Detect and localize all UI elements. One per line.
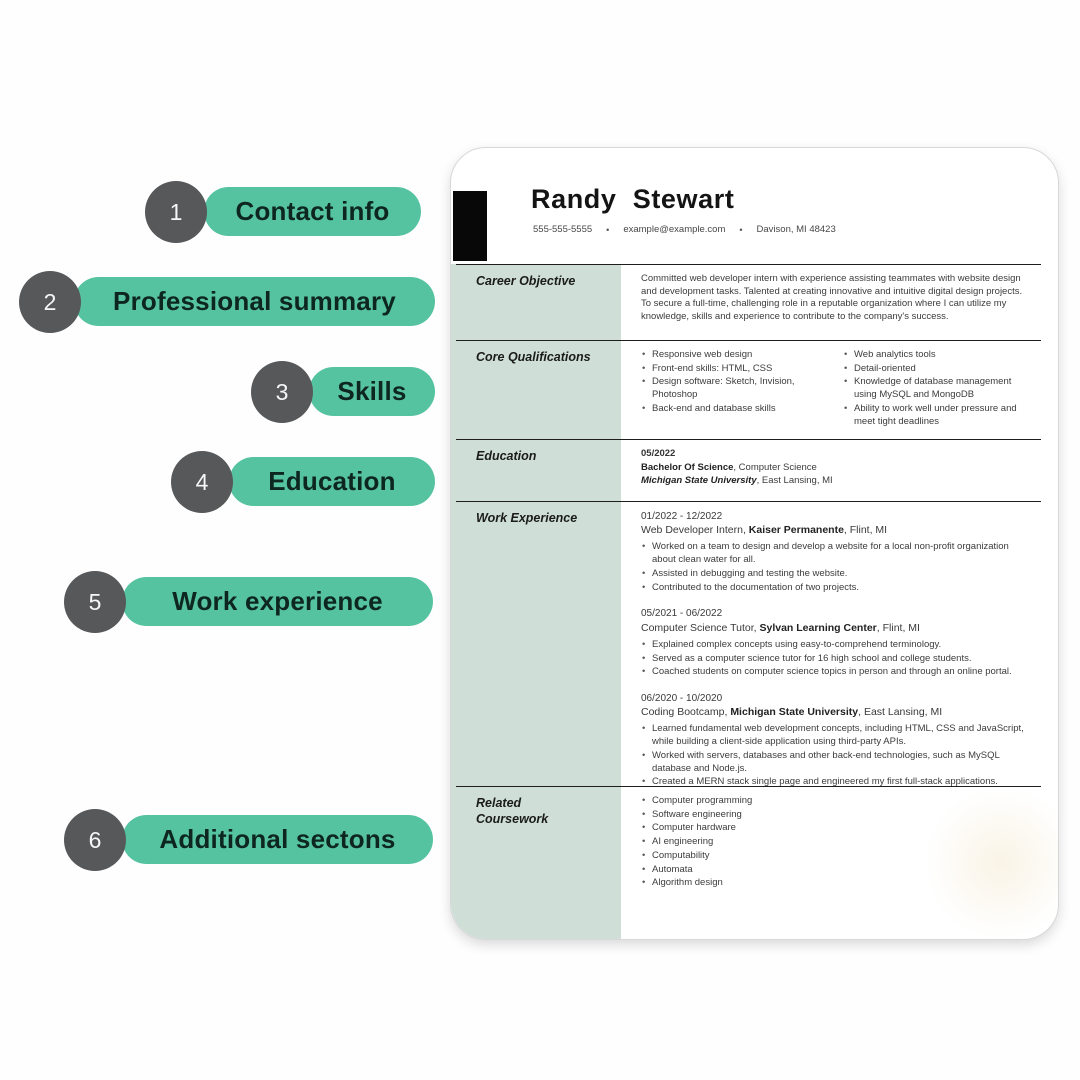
callout-number-badge — [251, 361, 313, 423]
bullet-item: • Ability to work well under pressure and meet tight deadlines — [843, 403, 1033, 428]
callout-number-badge — [171, 451, 233, 513]
job-title-line: Web Developer Intern, Kaiser Permanente, Flint, MI — [641, 524, 888, 537]
section-work-experience — [456, 501, 1041, 802]
education-entry — [641, 440, 1033, 488]
job-bullets — [641, 639, 1033, 679]
contact-location: Davison, MI 48423 — [756, 224, 836, 235]
callout-label: Professional summary — [113, 286, 396, 316]
bullet-item: • Computability — [641, 850, 1033, 863]
job-entry — [641, 692, 1033, 789]
callout-number: 6 — [88, 826, 102, 853]
callout-label: Education — [268, 466, 396, 496]
job-dates: 01/2022 - 12/2022 — [641, 511, 723, 522]
contact-email: example@example.com — [623, 224, 726, 235]
section-title: Work Experience — [476, 511, 578, 525]
bullet-item: • Design software: Sketch, Invision, Photoshop — [641, 376, 831, 401]
contact-phone: 555-555-5555 — [533, 224, 593, 235]
objective-text: Committed web developer intern with experience assisting teammates with website design and development tasks. Talented at creating innovative and intuitive digital design projects. To secure a full-time, challenging role in a reputable organization where I can utilize my knowledge, skills and experience to contribute to the company's success. — [641, 273, 1023, 323]
section-title: Education — [476, 449, 537, 463]
bullet-item: • Explained complex concepts using easy-to-comprehend terminology. — [641, 639, 1033, 652]
bullet-item: • Worked on a team to design and develop a website for a local non-profit organization about clean water for all. — [641, 541, 1033, 566]
resume-card — [450, 147, 1059, 940]
separator-dot: • — [739, 224, 743, 235]
callout-label: Skills — [337, 376, 407, 406]
bullet-item: • Responsive web design — [641, 349, 831, 362]
bullet-item: • Algorithm design — [641, 877, 1033, 890]
job-bullets — [641, 723, 1033, 789]
section-title: Core Qualifications — [476, 350, 591, 364]
bullet-item: • Detail-oriented — [843, 363, 1033, 376]
section-career-objective — [456, 264, 1041, 324]
bullet-item: • Contributed to the documentation of two projects. — [641, 582, 1033, 595]
separator-dot: • — [606, 224, 610, 235]
callout-label: Additional sectons — [159, 824, 396, 854]
bullet-item: • Computer programming — [641, 795, 1033, 808]
callout-number: 2 — [43, 288, 57, 315]
callout-label: Work experience — [172, 586, 383, 616]
job-dates: 06/2020 - 10/2020 — [641, 692, 723, 704]
education-date: 05/2022 — [641, 448, 676, 459]
job-entry — [641, 607, 1033, 679]
section-title: Related Coursework — [476, 796, 549, 826]
bullet-item: • Created a MERN stack single page and engineered my first full-stack applications. — [641, 776, 1033, 789]
bullet-item: • Computer hardware — [641, 822, 1033, 835]
callout-number-badge — [64, 571, 126, 633]
job-entry — [641, 510, 1033, 594]
bullet-item: • Software engineering — [641, 809, 1033, 822]
job-bullets — [641, 541, 1033, 594]
callout-number: 3 — [275, 378, 289, 405]
job-title-line: Computer Science Tutor, Sylvan Learning Center, Flint, MI — [641, 621, 920, 634]
callout-label: Contact info — [235, 196, 390, 226]
qualifications-list-right — [843, 349, 1033, 429]
bullet-item: • Served as a computer science tutor for 16 high school and college students. — [641, 653, 1033, 666]
section-education — [456, 439, 1041, 489]
bullet-item: • Automata — [641, 864, 1033, 877]
callout-number: 4 — [195, 468, 209, 495]
callout-number-badge — [19, 271, 81, 333]
job-dates: 05/2021 - 06/2022 — [641, 608, 723, 620]
callout-pill — [122, 815, 433, 864]
bullet-item: • Back-end and database skills — [641, 403, 831, 416]
bullet-item: • Coached students on computer science topics in person and through an online portal. — [641, 666, 1033, 679]
callout-pill — [74, 277, 435, 326]
bullet-item: • Web analytics tools — [843, 349, 1033, 362]
qualifications-columns — [641, 349, 1033, 429]
job-title-line: Coding Bootcamp, Michigan State University, East Lansing, MI — [641, 706, 943, 719]
callout-number: 5 — [88, 588, 102, 615]
callout-number: 1 — [169, 198, 183, 225]
qualifications-list-left — [641, 349, 831, 429]
callout-pill — [229, 457, 435, 506]
education-school-line: Michigan State University, East Lansing, MI — [641, 475, 833, 487]
bullet-item: • Front-end skills: HTML, CSS — [641, 363, 831, 376]
bullet-item: • Assisted in debugging and testing the website. — [641, 568, 1033, 581]
callout-pill — [122, 577, 433, 626]
coursework-list — [641, 795, 1033, 890]
contact-row — [533, 224, 836, 235]
resume-name: Randy Stewart — [531, 184, 735, 214]
section-related-coursework — [456, 786, 1041, 891]
section-title: Career Objective — [476, 274, 576, 288]
section-core-qualifications — [456, 340, 1041, 429]
callout-number-badge — [64, 809, 126, 871]
bullet-item: • Knowledge of database management using MySQL and MongoDB — [843, 376, 1033, 401]
bullet-item: • Worked with servers, databases and other back-end technologies, such as MySQL database and Node.js. — [641, 750, 1033, 775]
callout-number-badge — [145, 181, 207, 243]
education-degree-line: Bachelor Of Science, Computer Science — [641, 461, 817, 473]
bullet-item: • Learned fundamental web development concepts, including HTML, CSS and JavaScript, while building a client-side application using third-party APIs. — [641, 723, 1033, 748]
callout-pill — [204, 187, 421, 236]
bullet-item: • AI engineering — [641, 836, 1033, 849]
callout-pill — [309, 367, 435, 416]
header-accent-block — [453, 191, 487, 261]
